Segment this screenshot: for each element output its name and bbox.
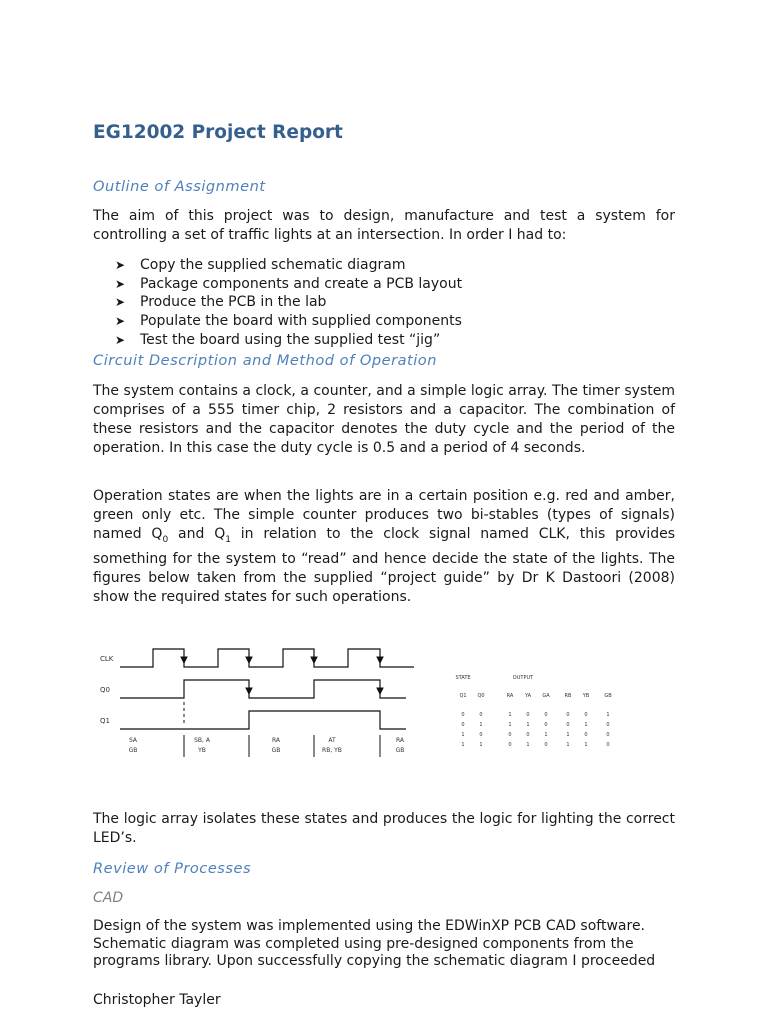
state-label: AT	[328, 737, 336, 744]
arrow-bullet-icon: ➤	[115, 314, 126, 329]
circuit-paragraph-1: The system contains a clock, a counter, and a simple logic array. The timer system comprises of a 555 timer chip, 2 resistors and a capacitor. The combination of these resistors and the capacitor denotes the duty cycle and the period of the operation. In this case the duty cycle is 0.5 and a period of 4 seconds.	[93, 383, 675, 456]
table-column-header: Q1	[459, 693, 467, 699]
list-item	[115, 256, 462, 275]
state-label: RA	[395, 737, 405, 744]
state-label: RA	[271, 737, 281, 744]
list-item-text: Package components and create a PCB layout	[140, 275, 463, 292]
table-cell: 0	[461, 722, 465, 728]
footer-author: Christopher Tayler	[93, 992, 221, 1008]
table-cell: 1	[566, 742, 570, 748]
table-cell: 1	[584, 742, 588, 748]
circuit-paragraph-3: The logic array isolates these states and produces the logic for lighting the correct LED’s.	[93, 811, 675, 846]
table-column-header: RA	[506, 693, 514, 699]
heading-circuit: Circuit Description and Method of Operation	[93, 352, 437, 369]
table-cell: 0	[566, 712, 570, 718]
table-cell: 1	[606, 712, 610, 718]
state-label: GB	[271, 747, 281, 754]
table-cell: 0	[566, 722, 570, 728]
list-item	[115, 331, 462, 350]
timing-waveforms	[120, 649, 414, 729]
table-cell: 1	[461, 742, 465, 748]
state-label: SB, A	[194, 737, 210, 744]
table-column-header: YB	[582, 693, 590, 699]
table-cell: 0	[584, 732, 588, 738]
arrow-bullet-icon: ➤	[115, 258, 126, 272]
table-cell: 1	[526, 742, 530, 748]
task-list	[115, 256, 462, 350]
timing-label-q1: Q1	[100, 717, 110, 725]
state-label: GB	[128, 747, 138, 754]
heading-outline: Outline of Assignment	[93, 178, 266, 195]
circuit-paragraph-2: Operation states are when the lights are in a certain position e.g. red and amber, green only etc. The simple counter produces two bi-stables (types of signals) named $Q_0$ and $Q_1$ in relation to the clock signal named CLK, this provides something for the system to “read” and hence decide the state of the lights. The figures below taken from the supplied “project guide” by Dr K Dastoori (2008) show the required states for such operations.	[93, 488, 675, 605]
table-cell: 0	[544, 722, 548, 728]
table-column-header: GB	[604, 693, 612, 699]
arrow-bullet-icon: ➤	[115, 332, 126, 347]
table-cell: 0	[584, 712, 588, 718]
timing-label-q0: Q0	[100, 686, 110, 694]
table-group-header: OUTPUT	[512, 675, 534, 681]
state-label: RB, YB	[322, 747, 342, 754]
table-cell: 1	[508, 712, 512, 718]
table-cell: 1	[584, 722, 588, 728]
table-cell: 0	[544, 742, 548, 748]
table-group-header: STATE	[455, 675, 471, 681]
table-cell: 0	[461, 712, 465, 718]
table-cell: 0	[479, 712, 483, 718]
list-item-text: Produce the PCB in the lab	[140, 294, 327, 311]
table-cell: 1	[479, 722, 483, 728]
outline-intro: The aim of this project was to design, manufacture and test a system for controlling a set of traffic lights at an intersection. In order I had to:	[93, 208, 675, 243]
table-cell: 0	[508, 742, 512, 748]
review-paragraph: Design of the system was implemented using the EDWinXP PCB CAD software. Schematic diagram was completed using pre-designed components from the programs library. Upon successfully copying the schematic diagram I proceeded	[93, 918, 656, 969]
heading-review: Review of Processes	[93, 860, 252, 877]
table-cell: 1	[479, 742, 483, 748]
q0-waveform	[120, 680, 406, 698]
state-label: SA	[128, 737, 138, 744]
table-column-header: RB	[564, 693, 572, 699]
table-cell: 0	[479, 732, 483, 738]
table-cell: 0	[606, 742, 610, 748]
table-column-header: Q0	[477, 693, 485, 699]
arrow-bullet-icon: ➤	[115, 295, 126, 310]
state-label: GB	[395, 747, 405, 754]
subheading-cad: CAD	[93, 890, 124, 906]
list-item	[115, 293, 462, 312]
state-output-table	[455, 675, 612, 748]
timing-label-clk: CLK	[100, 655, 114, 663]
table-cell: 1	[508, 722, 512, 728]
table-column-header: YA	[524, 693, 532, 699]
clock-edge-markers	[181, 649, 383, 694]
list-item	[115, 275, 462, 294]
list-item-text: Test the board using the supplied test “jig”	[140, 331, 441, 348]
page-title: EG12002 Project Report	[93, 122, 343, 143]
table-cell: 0	[508, 732, 512, 738]
table-cell: 1	[544, 732, 548, 738]
table-cell: 0	[526, 712, 530, 718]
table-column-header: GA	[542, 693, 550, 699]
timing-signal-labels	[100, 655, 114, 725]
table-cell: 0	[606, 722, 610, 728]
state-dividers	[184, 735, 380, 757]
timing-diagram-figure	[98, 640, 618, 760]
state-label: YB	[198, 747, 206, 754]
table-cell: 0	[526, 732, 530, 738]
state-labels	[129, 737, 405, 754]
clk-waveform	[120, 649, 414, 667]
table-cell: 1	[566, 732, 570, 738]
table-cell: 1	[461, 732, 465, 738]
table-cell: 1	[526, 722, 530, 728]
arrow-bullet-icon: ➤	[115, 276, 126, 291]
table-cell: 0	[606, 732, 610, 738]
list-item-text: Populate the board with supplied components	[140, 313, 462, 330]
table-cell: 0	[544, 712, 548, 718]
list-item-text: Copy the supplied schematic diagram	[140, 257, 406, 273]
list-item	[115, 312, 462, 331]
q1-waveform	[120, 711, 406, 729]
